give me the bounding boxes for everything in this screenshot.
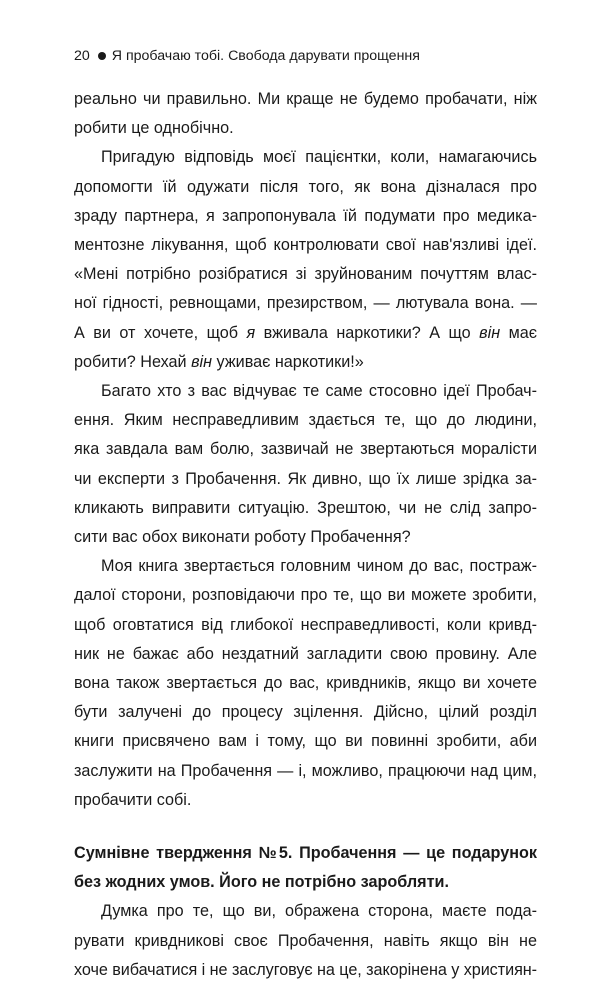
text-line: Багато хто з вас відчуває те саме стосовно ідеї Пробач- bbox=[101, 382, 537, 401]
text-line: яка завдала вам болю, зазвичай не звертаються моралісти bbox=[74, 440, 537, 459]
bullet-separator-icon bbox=[98, 52, 106, 60]
text-line: Моя книга звертається головним чином до вас, постраж- bbox=[101, 557, 537, 576]
paragraph-1 bbox=[74, 85, 537, 143]
body-text bbox=[74, 85, 537, 985]
text-line: ення. Яким несправедливим здається те, що до людини, bbox=[74, 411, 537, 430]
paragraph-3 bbox=[74, 377, 537, 552]
text-line: робити? Нехай він уживає наркотики!» bbox=[74, 352, 364, 371]
text-line: кликають виправити ситуацію. Зрештою, чи не слід запро- bbox=[74, 498, 537, 517]
running-title: Я пробачаю тобі. Свобода дарувати прощення bbox=[111, 48, 420, 64]
text-line: реально чи правильно. Ми краще не будемо пробачати, ніж bbox=[74, 90, 537, 108]
section-spacer bbox=[74, 815, 537, 839]
text-line: допомогти їй одужати після того, як вона дізналася про bbox=[74, 177, 537, 196]
text-line: А ви от хочете, щоб я вживала наркотики? А що він має bbox=[74, 323, 537, 342]
running-header bbox=[74, 46, 534, 66]
text-line: далої сторони, розповідаючи про те, що ви можете зробити, bbox=[74, 586, 537, 605]
text-line: вона також звертається до вас, кривдників, якщо ви хочете bbox=[74, 674, 537, 693]
text-line: сити вас обох виконати роботу Пробачення? bbox=[74, 528, 411, 547]
text-line: Пригадую відповідь моєї пацієнтки, коли, намагаючись bbox=[101, 148, 537, 167]
page-number: 20 bbox=[74, 48, 90, 64]
heading-line: Сумнівне твердження №5. Пробачення — це подарунок bbox=[74, 844, 537, 863]
text-line: пробачити собі. bbox=[74, 790, 192, 809]
text-line: ної гідності, ревнощами, презирством, — лютувала вона. — bbox=[74, 294, 537, 313]
text-line: заслужити на Пробачення — і, можливо, працюючи над цим, bbox=[74, 761, 537, 780]
text-line: робити це однобічно. bbox=[74, 119, 234, 138]
text-line: «Мені потрібно розібратися зі зруйнованим почуттям влас- bbox=[74, 265, 537, 284]
text-line: Думка про те, що ви, ображена сторона, маєте пода- bbox=[101, 902, 537, 921]
heading-line: без жодних умов. Його не потрібно заробляти. bbox=[74, 873, 449, 892]
text-line: бути залучені до процесу зцілення. Дійсно, цілий розділ bbox=[74, 703, 537, 722]
paragraph-2 bbox=[74, 143, 537, 377]
paragraph-5 bbox=[74, 897, 537, 985]
text-line: книги присвячено вам і тому, що ви повинні зробити, аби bbox=[74, 732, 537, 751]
section-heading bbox=[74, 839, 537, 897]
paragraph-4 bbox=[74, 552, 537, 815]
text-line: ник не бажає або нездатний загладити свою провину. Але bbox=[74, 644, 537, 663]
text-line: чи експерти з Пробачення. Як дивно, що їх лише зрідка за- bbox=[74, 469, 537, 488]
text-line: ментозне лікування, щоб контролювати свої нав'язливі ідеї. bbox=[74, 236, 537, 255]
text-line: зраду партнера, я запропонувала їй подумати про медика- bbox=[74, 206, 537, 225]
text-line: хоче вибачатися і не заслуговує на це, закорінена у християн- bbox=[74, 960, 537, 979]
text-line: рувати кривдникові своє Пробачення, навіть якщо він не bbox=[74, 931, 537, 950]
text-line: щоб оговтатися від глибокої несправедливості, коли кривд- bbox=[74, 615, 537, 634]
